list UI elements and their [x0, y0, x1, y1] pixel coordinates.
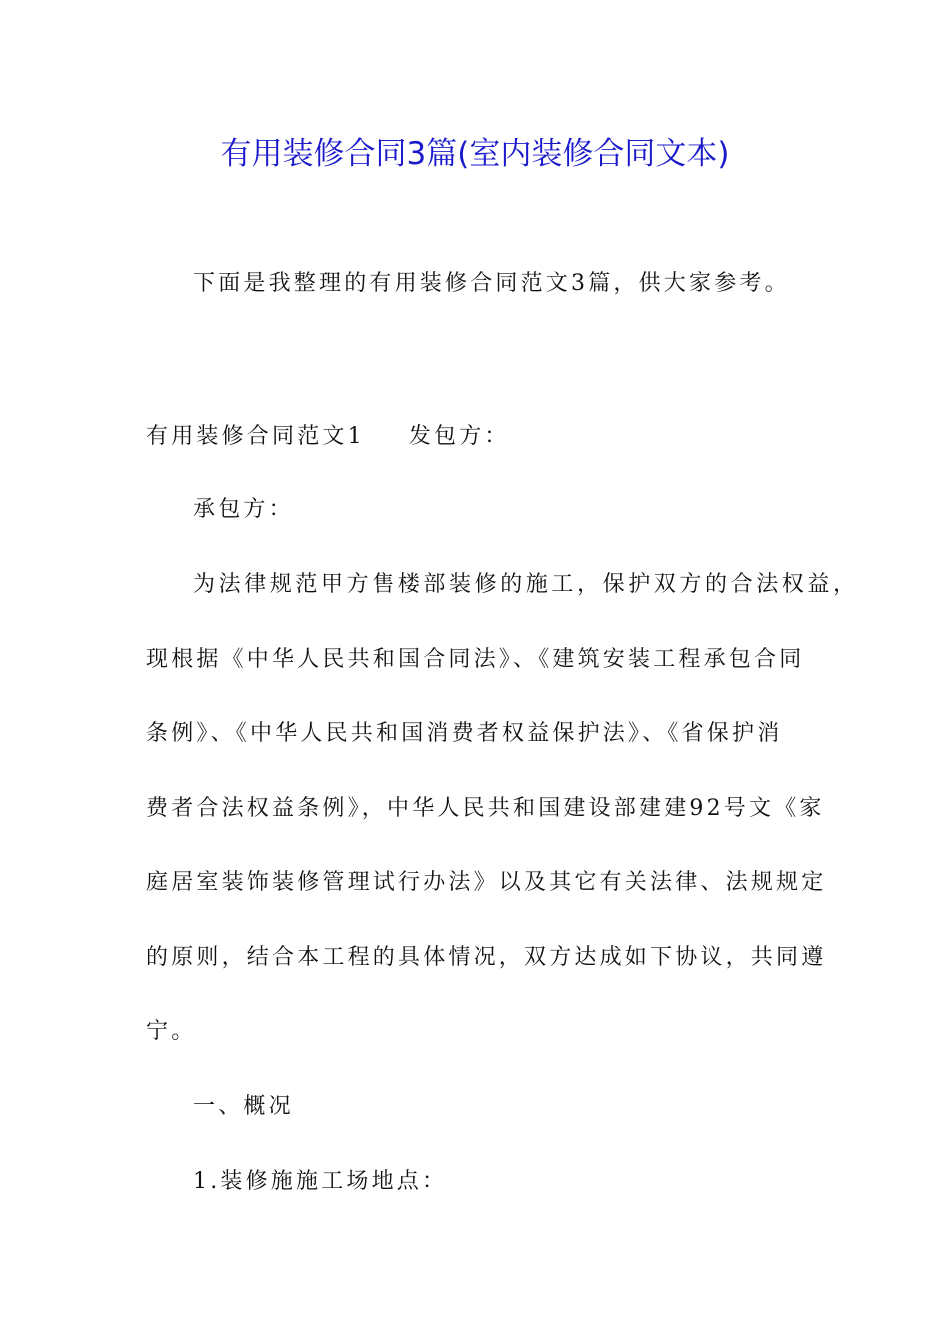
body-line: 现根据《中华人民共和国合同法》、《建筑安装工程承包合同 — [146, 647, 805, 672]
body-line: 宁。 — [146, 1019, 197, 1044]
section1-heading-line — [146, 421, 510, 453]
body-line: 为法律规范甲方售楼部装修的施工，保护双方的合法权益， — [193, 572, 859, 597]
body-line: 庭居室装饰装修管理试行办法》以及其它有关法律、法规规定 — [146, 870, 827, 895]
body-line: 费者合法权益条例》，中华人民共和国建设部建建92号文《家 — [146, 796, 825, 821]
section-heading-overview: 一、概况 — [193, 1094, 294, 1119]
body-line: 条例》、《中华人民共和国消费者权益保护法》、《省保护消 — [146, 721, 783, 746]
party-b-label: 承包方： — [193, 497, 294, 522]
section1-heading: 有用装修合同范文1 — [146, 424, 365, 449]
body-line: 的原则，结合本工程的具体情况，双方达成如下协议，共同遵 — [146, 945, 827, 970]
document-title: 有用装修合同3篇(室内装修合同文本) — [220, 136, 730, 172]
list-item: 1.装修施施工场地点： — [193, 1169, 448, 1194]
party-a-label: 发包方： — [408, 424, 510, 449]
intro-paragraph: 下面是我整理的有用装修合同范文3篇，供大家参考。 — [193, 271, 790, 296]
